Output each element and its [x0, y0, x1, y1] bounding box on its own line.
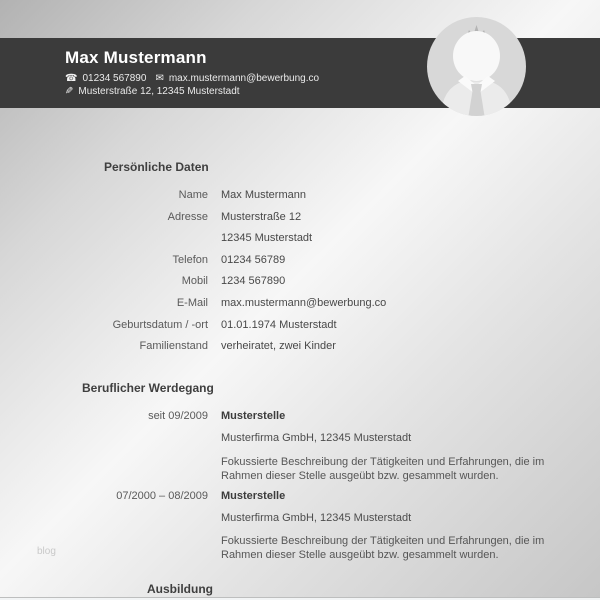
entry-description: Fokussierte Beschreibung der Tätigkeiten und Erfahrungen, die im Rahmen dieser Stelle ausgeübt bzw. gesammelt wurden. — [221, 455, 545, 483]
career-entry-description — [0, 534, 600, 563]
header-phone: 01234 567890 — [82, 73, 147, 84]
section-title-education: Ausbildung — [147, 581, 213, 596]
personal-row-name — [0, 185, 600, 207]
personal-row-telefon — [0, 250, 600, 272]
row-label — [0, 228, 208, 250]
row-value: verheiratet, zwei Kinder — [221, 340, 336, 353]
entry-description: Fokussierte Beschreibung der Tätigkeiten und Erfahrungen, die im Rahmen dieser Stelle ausgeübt bzw. gesammelt wurden. — [221, 534, 545, 562]
row-value: 01234 56789 — [221, 253, 286, 266]
row-value: Musterstraße 12 — [221, 210, 302, 223]
row-value: 1234 567890 — [221, 275, 286, 288]
personal-row-address-2 — [0, 228, 600, 250]
row-label: Geburtsdatum / -ort — [112, 318, 208, 331]
entry-period: 07/2000 – 08/2009 — [116, 489, 208, 502]
entry-company: Musterfirma GmbH, 12345 Musterstadt — [221, 511, 412, 524]
row-label: Familienstand — [139, 340, 208, 353]
personal-row-email — [0, 293, 600, 315]
career-entry-company — [0, 510, 600, 526]
row-value: 01.01.1974 Musterstadt — [221, 318, 337, 331]
row-label: Telefon — [172, 253, 208, 266]
personal-row-familienstand — [0, 336, 600, 358]
career-entry-company — [0, 430, 600, 446]
entry-period: seit 09/2009 — [148, 409, 208, 422]
career-entry-title — [0, 408, 600, 424]
entry-role: Musterstelle — [221, 489, 286, 502]
personal-row-address — [0, 207, 600, 229]
section-title-personal: Persönliche Daten — [104, 160, 209, 174]
address-pen-icon: ✎ — [65, 85, 74, 97]
row-label: Name — [178, 189, 208, 201]
row-label: Mobil — [181, 275, 208, 288]
entry-company: Musterfirma GmbH, 12345 Musterstadt — [221, 431, 412, 444]
header-email: max.mustermann@bewerbung.co — [168, 73, 320, 84]
person-name: Max Mustermann — [65, 48, 207, 67]
watermark: blog — [37, 546, 56, 557]
row-label: E-Mail — [176, 296, 208, 309]
resume-content — [0, 108, 600, 596]
section-title-career: Beruflicher Werdegang — [82, 380, 214, 395]
row-value: Max Mustermann — [221, 189, 306, 201]
personal-data-rows — [0, 185, 600, 358]
row-value: max.mustermann@bewerbung.co — [221, 296, 387, 309]
career-entry-title — [0, 488, 600, 504]
person-silhouette-icon — [427, 17, 526, 116]
email-icon: ✉ — [155, 73, 164, 84]
entry-role: Musterstelle — [221, 409, 286, 422]
row-value: 12345 Musterstadt — [221, 232, 313, 245]
header-address: Musterstraße 12, 12345 Musterstadt — [78, 85, 240, 97]
avatar — [427, 17, 526, 116]
phone-icon: ☎ — [65, 73, 78, 84]
row-label: Adresse — [167, 210, 208, 223]
personal-row-geburtsdatum — [0, 315, 600, 337]
personal-row-mobil — [0, 271, 600, 293]
career-entry-description — [0, 455, 600, 484]
